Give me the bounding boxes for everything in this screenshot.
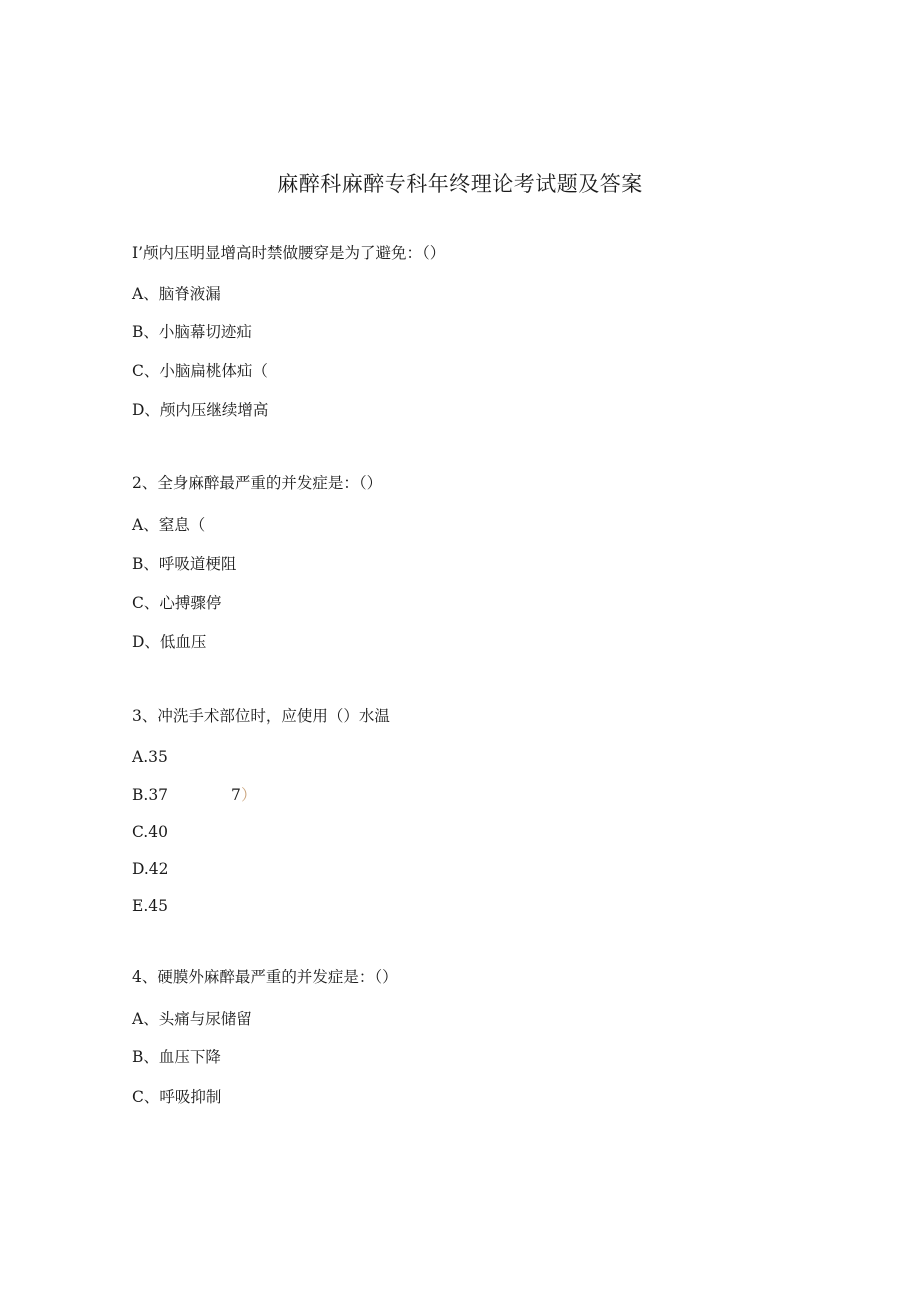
question-3-option-d: D.42 [132, 860, 169, 878]
question-2-option-c: C、心搏骤停 [132, 594, 222, 612]
question-1-option-a: A、脑脊液漏 [132, 285, 221, 303]
page-title: 麻醉科麻醉专科年终理论考试题及答案 [277, 172, 643, 196]
question-1-option-c: C、小脑扁桃体疝（ [132, 362, 268, 380]
question-4-text: 4、硬膜外麻醉最严重的并发症是：（） [132, 968, 398, 986]
question-4-option-b: B、血压下降 [132, 1048, 221, 1066]
question-2-option-d: D、低血压 [132, 633, 207, 651]
question-3-option-c: C.40 [132, 823, 168, 841]
question-1-text: I’颅内压明显增高时禁做腰穿是为了避免：（） [132, 244, 446, 262]
question-3-option-a: A.35 [132, 748, 168, 766]
question-3-text: 3、冲洗手术部位时，应使用（）水温 [132, 707, 390, 725]
question-3-margin-paren: ） [241, 786, 257, 804]
question-4-option-c: C、呼吸抑制 [132, 1088, 222, 1106]
question-2-option-b: B、呼吸道梗阻 [132, 555, 237, 573]
question-2-text: 2、全身麻醉最严重的并发症是：（） [132, 474, 383, 492]
question-4-option-a: A、头痛与尿储留 [132, 1010, 252, 1028]
question-3-margin-mark: 7 [231, 786, 241, 804]
question-1-option-b: B、小脑幕切迹疝 [132, 323, 252, 341]
question-1-option-d: D、颅内压继续增高 [132, 401, 269, 419]
question-2-option-a: A、窒息（ [132, 516, 206, 534]
question-3-option-b: B.37 [132, 786, 169, 804]
question-3-option-e: E.45 [132, 897, 168, 915]
